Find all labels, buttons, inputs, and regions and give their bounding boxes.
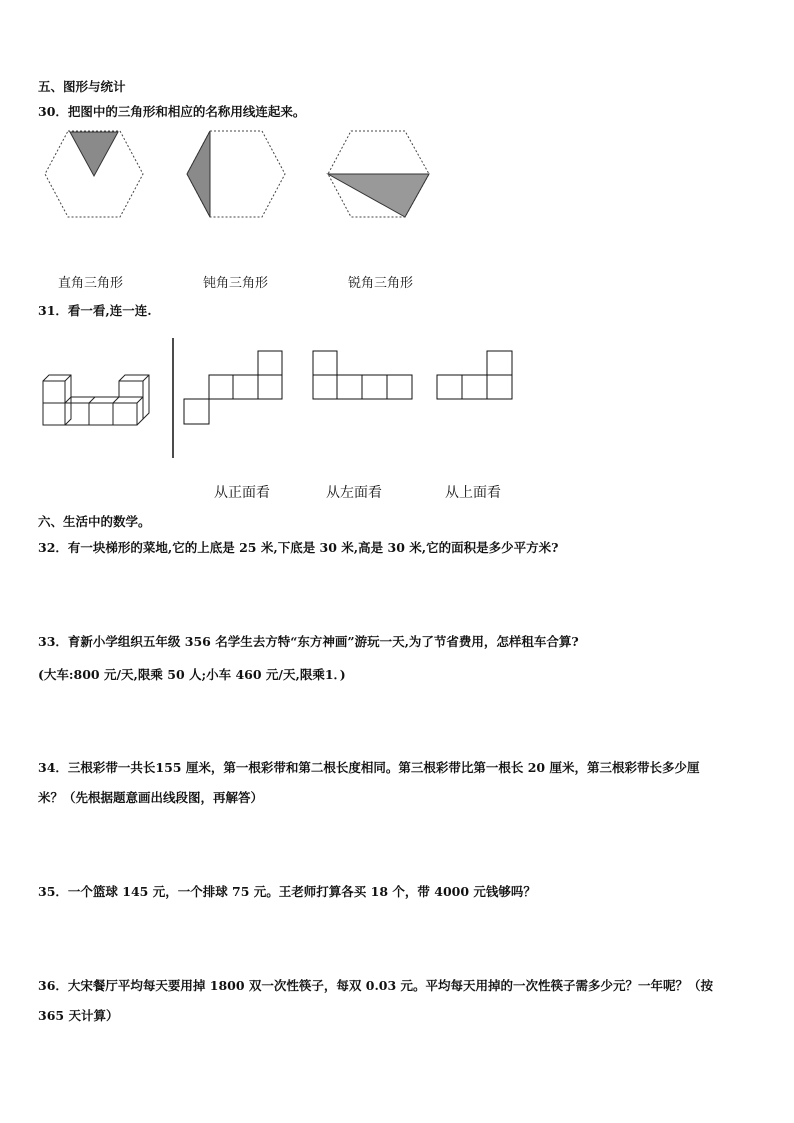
label-acute-triangle: 锐角三角形 [348, 276, 414, 291]
question-36-line-2: 365 天计算） [38, 1008, 119, 1023]
question-31-text: 31．看一看,连一连. [38, 303, 152, 318]
label-obtuse-triangle: 钝角三角形 [203, 276, 269, 291]
question-33-text: 33．育新小学组织五年级 356 名学生去方特“东方神画”游玩一天,为了节省费用，怎样租车合算? [38, 634, 579, 649]
question-30-text: 30．把图中的三角形和相应的名称用线连起来。 [38, 104, 306, 119]
cube-solid-figure [42, 372, 154, 428]
question-32-text: 32．有一块梯形的菜地,它的上底是 25 米,下底是 30 米,高是 30 米,它的面积是多少平方米? [38, 540, 559, 555]
view-grid-1 [183, 350, 283, 426]
shaded-triangle-2 [187, 131, 210, 217]
question-35-text: 35．一个篮球 145 元，一个排球 75 元。王老师打算各买 18 个，带 4000 元钱够吗？ [38, 884, 536, 899]
question-34-line-2: 米？（先根据题意画出线段图，再解答） [38, 790, 264, 805]
divider-line [171, 338, 175, 458]
label-front-view: 从正面看 [214, 485, 270, 501]
shaded-triangle-3 [328, 174, 429, 217]
question-36-line-1: 36．大宋餐厅平均每天要用掉 1800 双一次性筷子，每双 0.03 元。平均每天用掉的一次性筷子需多少元？一年呢？（按 [38, 978, 714, 993]
question-33-note: (大车:800 元/天,限乘 50 人;小车 460 元/天,限乘1．) [38, 667, 346, 682]
question-34-line-1: 34．三根彩带一共长155 厘米，第一根彩带和第二根长度相同。第三根彩带比第一根长 20 厘米，第三根彩带长多少厘 [38, 760, 700, 775]
label-right-triangle: 直角三角形 [58, 276, 124, 291]
label-top-view: 从上面看 [445, 485, 501, 501]
section-5-title: 五、图形与统计 [38, 79, 126, 94]
label-left-view: 从左面看 [326, 485, 382, 501]
view-grid-2 [312, 350, 414, 402]
view-grid-3 [436, 350, 514, 402]
section-6-title: 六、生活中的数学。 [38, 514, 151, 529]
shaded-triangle-1 [70, 132, 118, 176]
hexagon-figure-3 [325, 128, 435, 220]
hexagon-figure-2 [183, 128, 293, 220]
hexagon-figure-1 [40, 128, 150, 220]
